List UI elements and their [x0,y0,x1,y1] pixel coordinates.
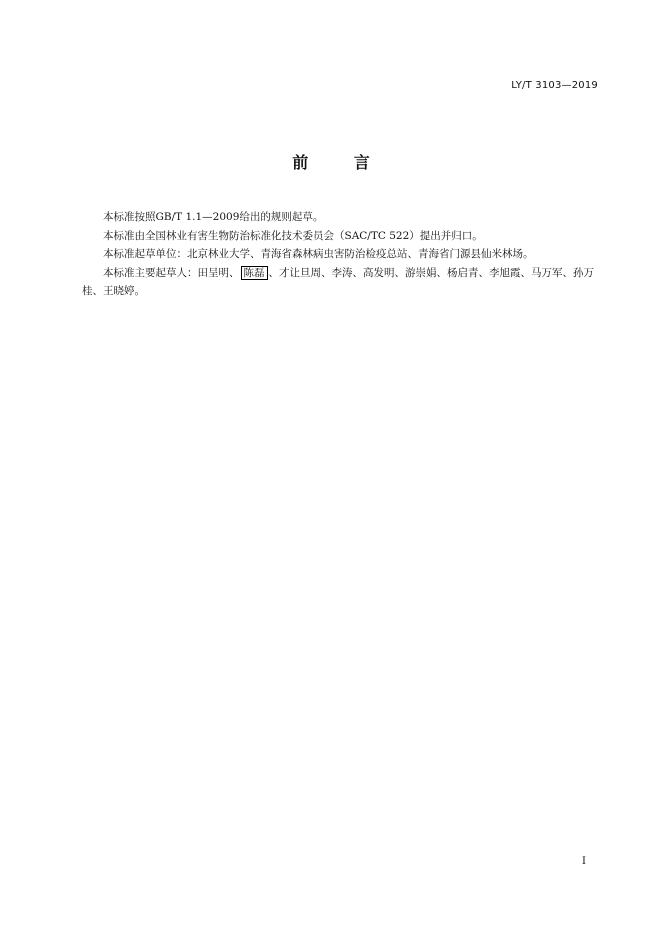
paragraph-drafting-units: 本标准起草单位：北京林业大学、青海省森林病虫害防治检疫总站、青海省门源县仙米林场。 [103,248,534,260]
page-title [0,150,662,173]
drafters-rest: 、才让旦周、李涛、高发明、游崇娟、杨启青、李旭霞、马万军、孙万桂、王晓婷。 [82,266,594,297]
title-char-2: 言 [353,153,370,172]
foreword-body [82,208,600,301]
paragraph-drafting-rules: 本标准按照GB/T 1.1—2009给出的规则起草。 [103,211,324,223]
title-char-1: 前 [292,153,309,172]
paragraph-proposer: 本标准由全国林业有害生物防治标准化技术委员会（SAC/TC 522）提出并归口。 [103,229,483,242]
highlighted-drafter-name: 陈磊 [241,266,268,280]
standard-code: LY/T 3103—2019 [511,80,598,91]
page-number: I [582,856,586,867]
paragraph-drafters [82,264,600,301]
drafters-prefix: 本标准主要起草人：田呈明、 [103,266,240,279]
